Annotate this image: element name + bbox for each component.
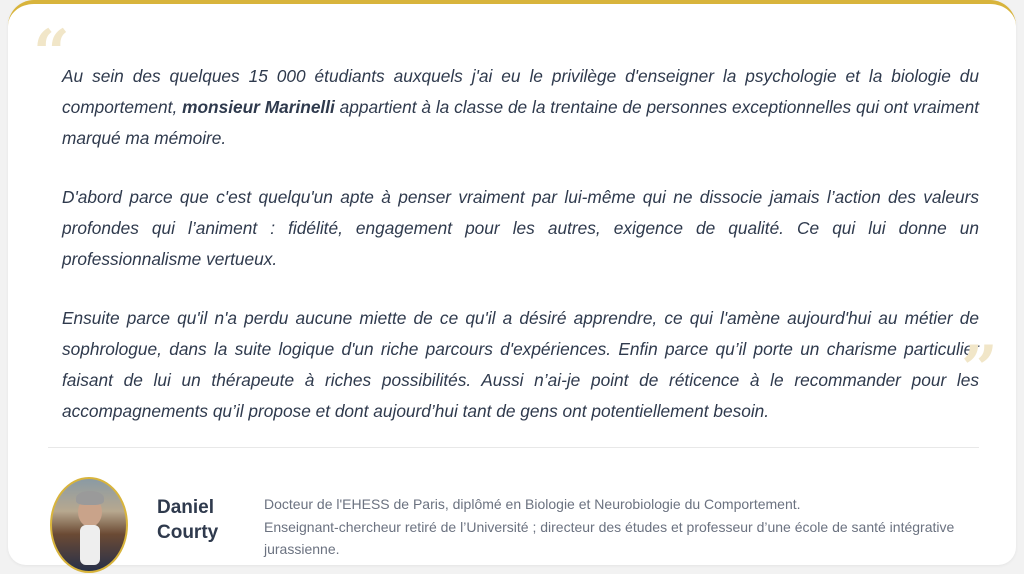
author-last-name: Courty — [157, 522, 219, 543]
highlighted-name: monsieur Marinelli — [182, 97, 335, 117]
open-quote-icon: “ — [33, 16, 70, 91]
avatar — [50, 477, 128, 573]
testimonial-card — [8, 0, 1016, 565]
author-description — [264, 493, 984, 561]
paragraph-3: Ensuite parce qu'il n'a perdu aucune miette de ce qu'il a désiré apprendre, ce qui l'amène aujourd'hui au métier de sophrologue, dans la suite logique d'un riche parcours d'expériences. Enfin parce qu’il porte un charisme particulier faisant de lui un thérapeute à riches possibilités. Aussi n’ai-je point de réticence à le recommander pour les accompagnements qu’il propose et dont aujourd’hui tant de gens ont potentiellement besoin. — [62, 308, 979, 421]
author-role: Enseignant-chercheur retiré de l’Université ; directeur des études et professeur d’une école de santé intégrative jurassienne. — [264, 518, 955, 557]
paragraph-2: D'abord parce que c'est quelqu'un apte à penser vraiment par lui-même qui ne dissocie jamais l’action des valeurs profondes qui l’animent : fidélité, engagement pour les autres, exigence de qualité. Ce qui lui donne un professionnalisme vertueux. — [62, 187, 979, 269]
author-first-name: Daniel — [157, 497, 215, 518]
testimonial-text — [62, 61, 979, 455]
author-credentials: Docteur de l'EHESS de Paris, diplômé en Biologie et Neurobiologie du Comportement. — [264, 496, 801, 512]
paragraph-1 — [62, 61, 979, 154]
divider — [48, 447, 979, 448]
text: Au sein des quelques 15 000 étudiants auxquels j'ai eu le privilège d'enseigner la psychologie et la biologie du comportement, — [62, 66, 979, 117]
text: appartient à la classe de la trentaine de personnes exceptionnelles qui ont vraiment marqué ma mémoire. — [62, 97, 979, 148]
author-name — [157, 495, 237, 545]
close-quote-icon: ” — [961, 332, 998, 407]
